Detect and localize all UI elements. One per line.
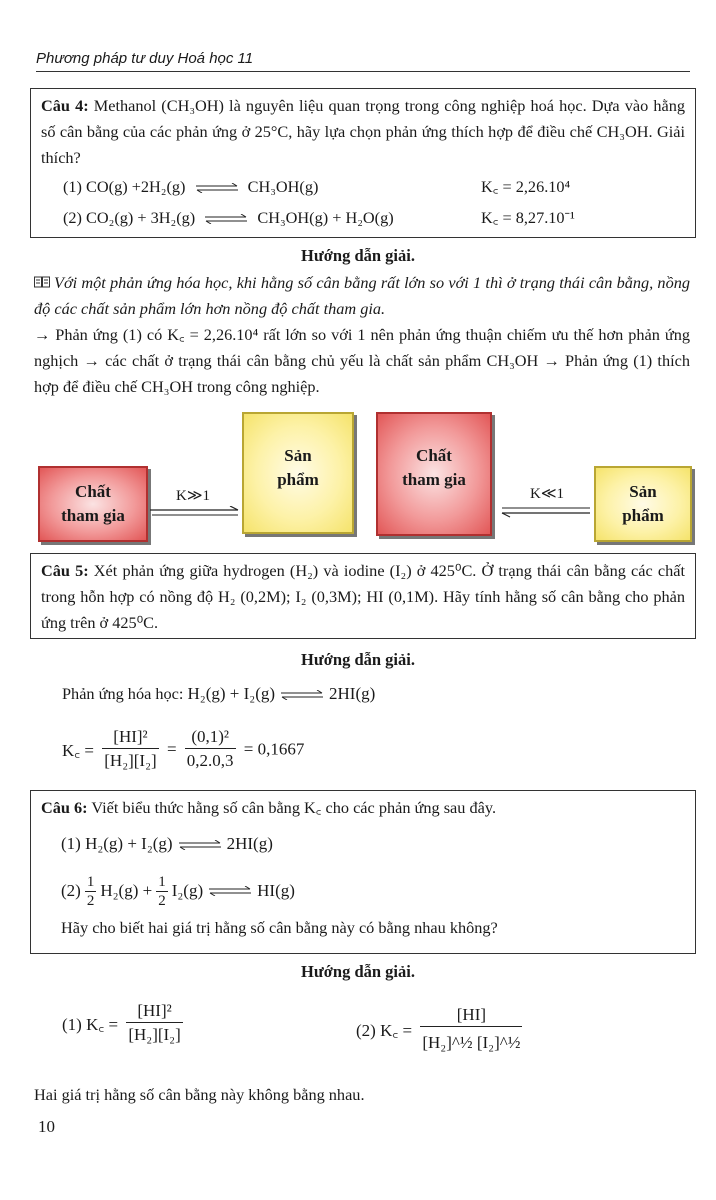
guide-title: Hướng dẫn giải. <box>301 962 415 981</box>
answer-4-line2: → Phản ứng (1) có K꜀ = 2,26.10⁴ rất lớn so với 1 nên phản ứng thuận chiếm ưu thế hơn phản ứng nghịch → các chất ở trạng thái cân bằng chủ yếu là chất sản phẩm CH₃OH → Phản ứng (1) thích hợp để điều chế CH₃OH trong công nghiệp. <box>34 325 690 396</box>
fraction-1-num: [HI]² <box>102 726 158 749</box>
question-6-reaction-2 <box>41 867 685 915</box>
diagram-left-product: Sản phẩm <box>242 412 354 534</box>
reaction-1-right: CH₃OH(g) <box>247 177 319 196</box>
guide-title: Hướng dẫn giải. <box>301 650 415 669</box>
page-number: 10 <box>38 1117 55 1136</box>
answer-6-expr-1 <box>62 1000 187 1047</box>
diagram-left-k: K≫1 <box>176 488 211 504</box>
diagram-left-arrow-icon <box>150 506 240 520</box>
half-fraction-2 <box>156 873 168 910</box>
question-5-body: Xét phản ứng giữa hydrogen (H₂) và iodine (I₂) ở 425⁰C. Ở trạng thái cân bằng các chất trong hỗn hợp có nồng độ H₂ (0,2M); I₂ (0,3M); HI (0,1M). Hãy tính hằng số cân bằng cho phản ứng trên ở 425⁰C. <box>41 561 685 632</box>
fraction-2-den: 0,2.0,3 <box>186 751 234 770</box>
equilibrium-arrow-icon <box>196 183 238 193</box>
diagram-right-arrow-icon <box>500 504 592 518</box>
question-6-reaction-1 <box>41 831 685 861</box>
question-6-body: Viết biểu thức hằng số cân bằng K꜀ cho các phản ứng sau đây. <box>91 798 497 817</box>
header-rule <box>36 71 690 72</box>
question-6-question: Hãy cho biết hai giá trị hằng số cân bằng này có bằng nhau không? <box>61 918 498 937</box>
question-4-box <box>30 88 696 238</box>
fraction-2-num: (0,1)² <box>185 726 236 749</box>
answer-6-e2-prefix: (2) K꜀ = <box>356 1021 413 1040</box>
question-6-r2-right: HI(g) <box>257 881 295 900</box>
question-6-label: Câu 6: <box>41 798 88 817</box>
question-6-r2-h: H₂(g) + <box>100 881 153 900</box>
answer-6-e2-fraction <box>420 1004 522 1055</box>
question-6-box <box>30 790 696 954</box>
answer-6-e1-fraction <box>126 1000 182 1047</box>
equilibrium-diagram <box>0 410 716 550</box>
question-4-label: Câu 4: <box>41 96 89 115</box>
question-6-text <box>41 795 685 821</box>
answer-6-e2-num: [HI] <box>420 1004 522 1027</box>
diagram-right-k: K≪1 <box>530 486 565 502</box>
page-header: Phương pháp tư duy Hoá học 11 <box>36 50 254 67</box>
half-den: 2 <box>158 892 166 909</box>
answer-6-e1-den: [H₂][I₂] <box>128 1025 181 1044</box>
question-5-label: Câu 5: <box>41 561 89 580</box>
answer-6-e1-num: [HI]² <box>126 1000 182 1023</box>
reaction-2-left: (2) CO₂(g) + 3H₂(g) <box>63 208 196 227</box>
diagram-right-reactant: Chất tham gia <box>376 412 492 536</box>
answer-6-expr-2 <box>356 1004 526 1055</box>
answer-5-kc-formula <box>62 726 304 773</box>
answer-5-kc-label: K꜀ = <box>62 741 94 760</box>
equals-sign: = <box>166 739 177 759</box>
question-4-body: Methanol (CH₃OH) là nguyên liệu quan trọng trong công nghiệp hoá học. Dựa vào hằng số cân bằng của các phản ứng ở 25°C, hãy lựa chọn phản ứng thích hợp để điều chế CH₃OH. Giải thích? <box>41 96 685 167</box>
answer-4-line1: Với một phản ứng hóa học, khi hằng số cân bằng rất lớn so với 1 thì ở trạng thái cân bằng, nồng độ các chất sản phẩm lớn hơn nồng độ chất tham gia. <box>34 273 690 318</box>
half-num: 1 <box>158 873 166 890</box>
book-icon <box>34 271 50 284</box>
answer-5-reaction <box>62 684 375 704</box>
fraction-1-den: [H₂][I₂] <box>104 751 157 770</box>
reaction-2-row <box>41 202 685 233</box>
reaction-2-right: CH₃OH(g) + H₂O(g) <box>257 208 394 227</box>
diagram-left-reactant: Chất tham gia <box>38 466 148 542</box>
reaction-1-k: K꜀ = 2,26.10⁴ <box>481 177 571 196</box>
question-6-r1-right: 2HI(g) <box>226 834 273 853</box>
answer-5-reaction-right: 2HI(g) <box>329 684 376 703</box>
diagram-right-product: Sản phẩm <box>594 466 692 542</box>
equilibrium-arrow-icon <box>209 886 251 896</box>
guide-title: Hướng dẫn giải. <box>301 246 415 265</box>
answer-5-result: = 0,1667 <box>243 739 305 759</box>
question-4-text <box>41 93 685 171</box>
half-fraction-1 <box>85 873 97 910</box>
equilibrium-arrow-icon <box>179 840 221 850</box>
equilibrium-arrow-icon <box>205 214 247 224</box>
question-6-r2-i: I₂(g) <box>171 881 204 900</box>
half-den: 2 <box>86 892 95 909</box>
reaction-1-row <box>41 171 685 202</box>
half-num: 1 <box>86 873 95 890</box>
fraction-1 <box>102 726 158 773</box>
answer-6-e2-den: [H₂]^½ [I₂]^½ <box>422 1033 521 1052</box>
reaction-1-left: (1) CO(g) +2H₂(g) <box>63 177 186 196</box>
equilibrium-arrow-icon <box>281 690 323 700</box>
question-5-box <box>30 553 696 639</box>
question-5-text <box>41 558 685 636</box>
fraction-2 <box>185 726 236 773</box>
question-6-r1-left: (1) H₂(g) + I₂(g) <box>61 834 173 853</box>
answer-6-e1-prefix: (1) K꜀ = <box>62 1015 119 1034</box>
answer-4-note <box>34 270 690 322</box>
answer-5-reaction-label: Phản ứng hóa học: <box>62 684 184 703</box>
question-6-r2-prefix: (2) <box>61 881 81 900</box>
answer-6-conclusion: Hai giá trị hằng số cân bằng này không bằng nhau. <box>34 1085 365 1104</box>
answer-5-reaction-left: H₂(g) + I₂(g) <box>187 684 276 703</box>
reaction-2-k: K꜀ = 8,27.10⁻¹ <box>481 208 575 227</box>
